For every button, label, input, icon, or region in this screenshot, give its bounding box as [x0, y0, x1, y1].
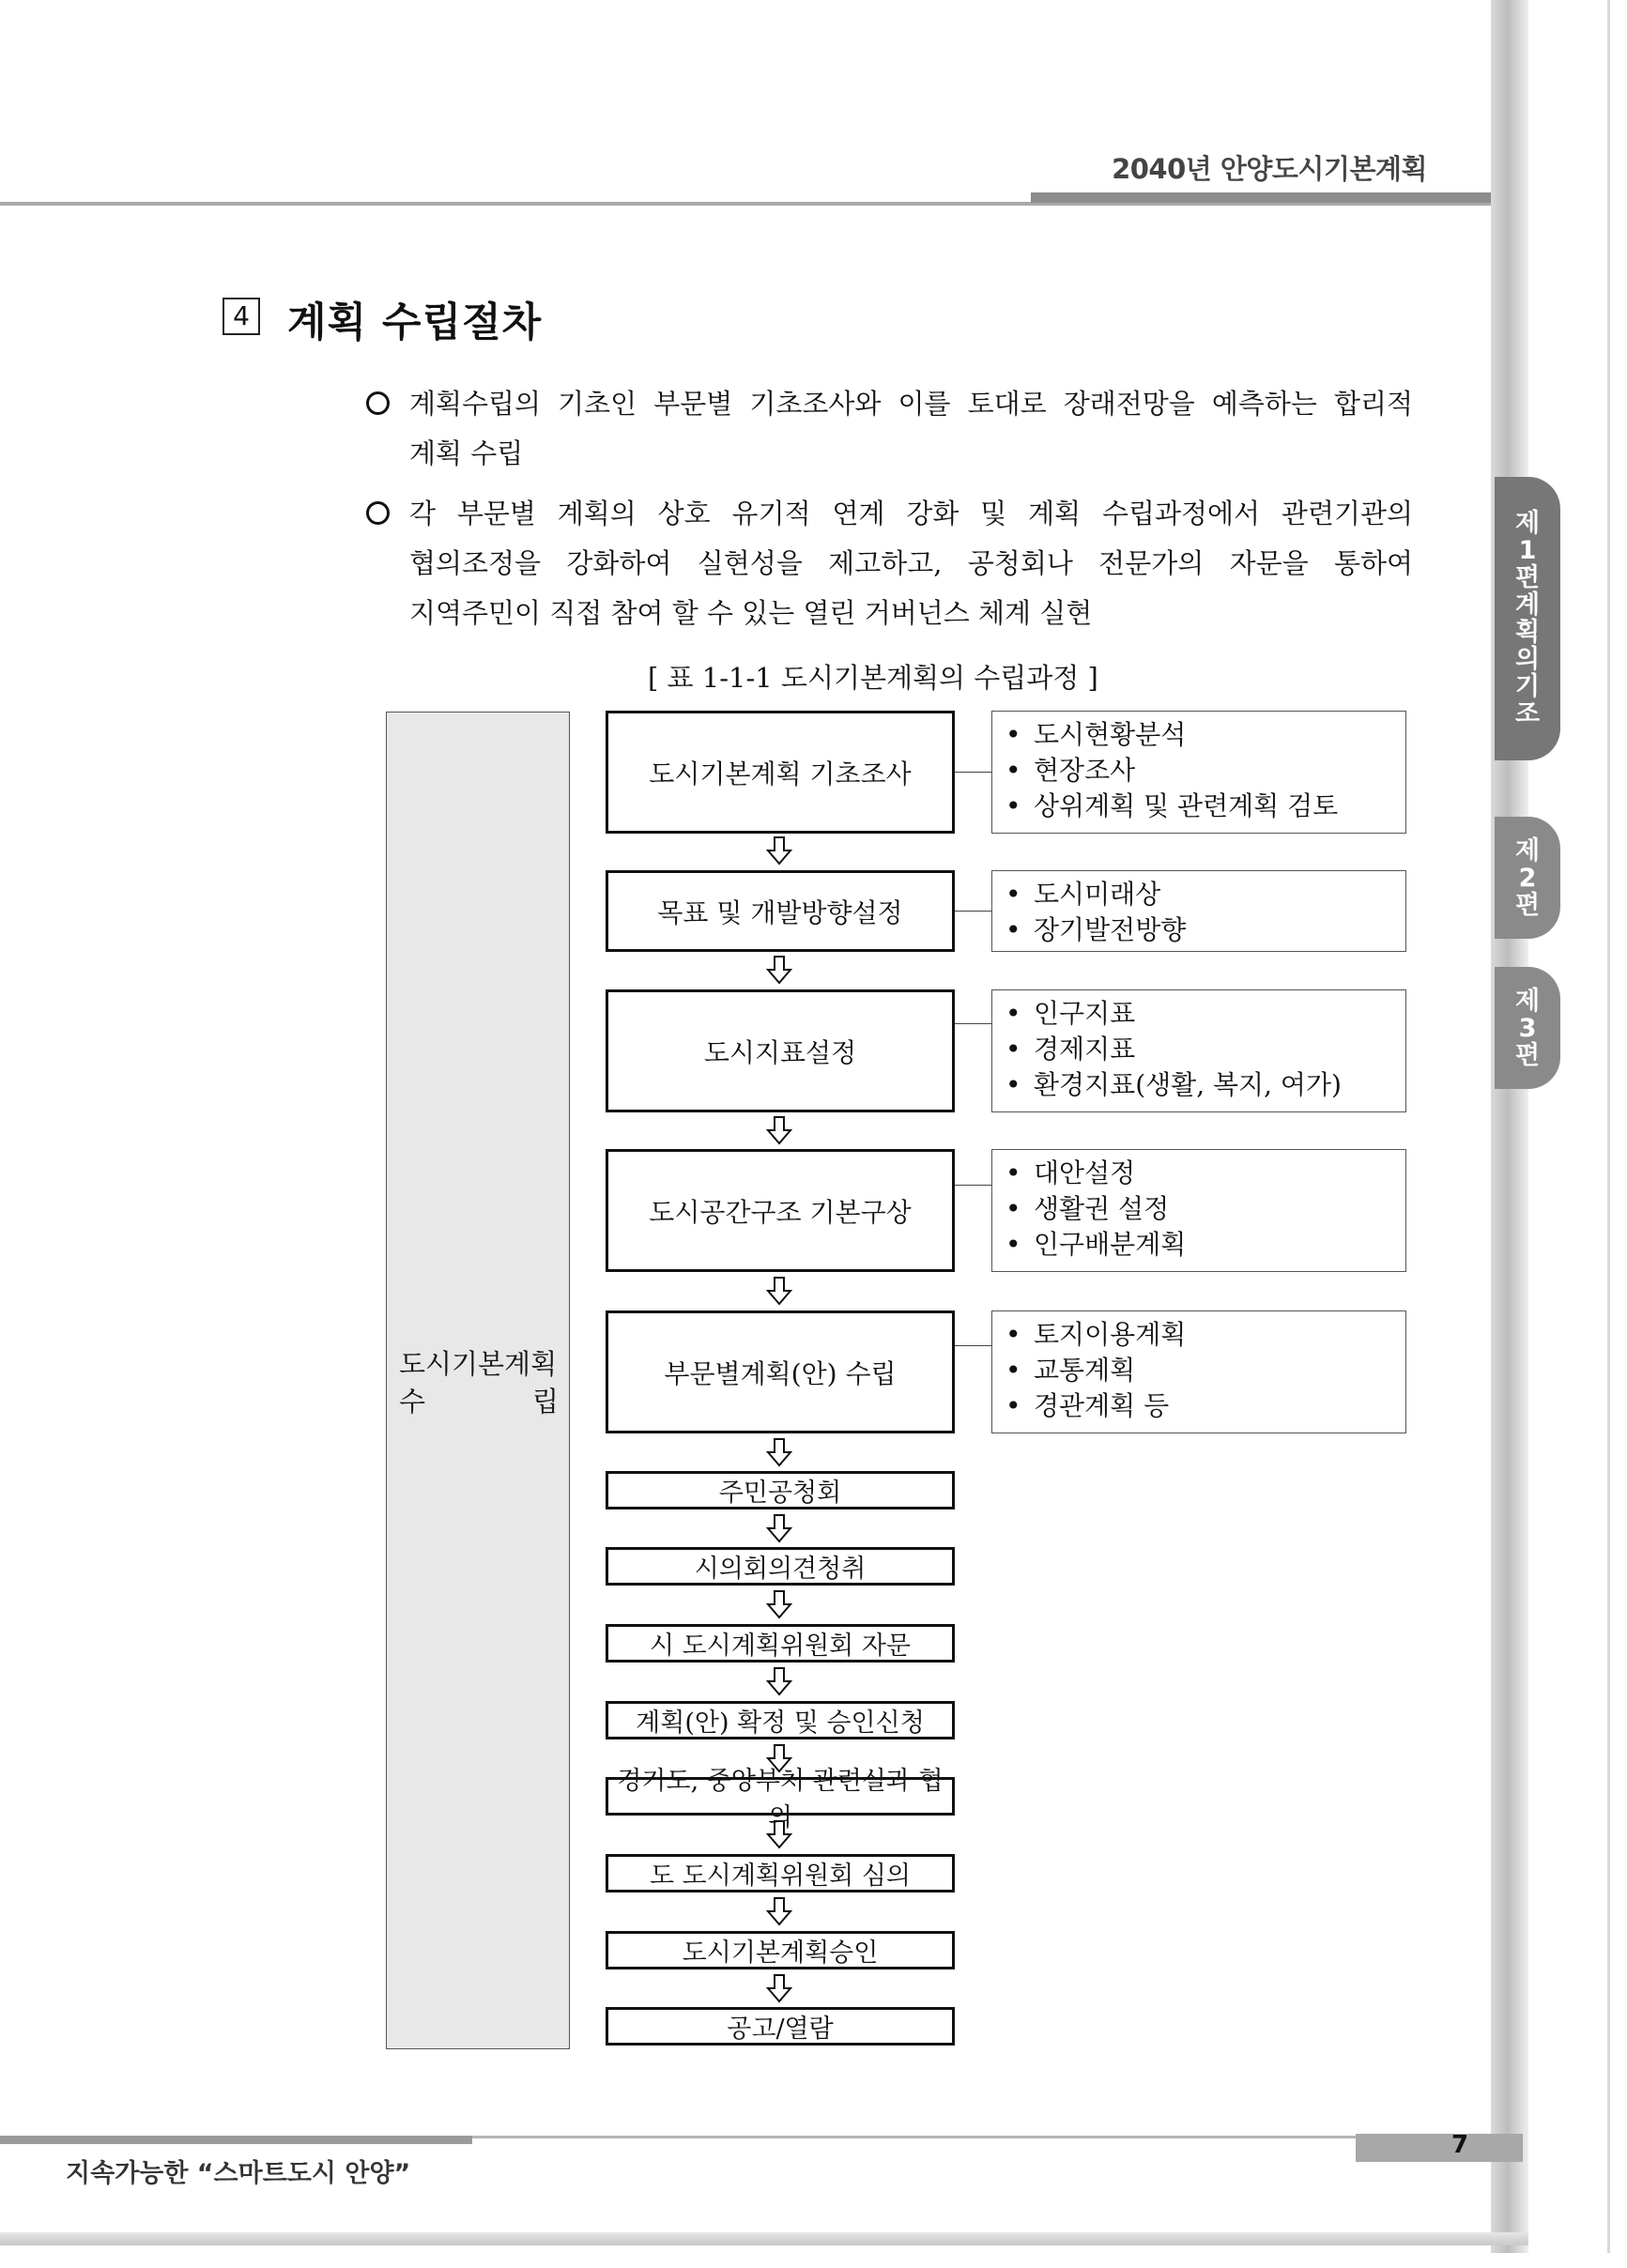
detail-item: • 인구배분계획 [1005, 1227, 1405, 1263]
detail-item: • 현장조사 [1005, 753, 1405, 789]
detail-item: • 도시현황분석 [1005, 717, 1405, 753]
detail-item: • 환경지표(생활, 복지, 여가) [1005, 1067, 1405, 1103]
connector-line [955, 911, 991, 912]
down-arrow-icon [765, 955, 793, 985]
detail-item: • 대안설정 [1005, 1156, 1405, 1191]
down-arrow-icon [765, 1973, 793, 2003]
process-step-box: 목표 및 개발방향설정 [606, 870, 955, 952]
tab-label: 제 3 편 [1514, 986, 1541, 1070]
down-arrow-icon [765, 1115, 793, 1145]
phase-label-char: 립 [531, 1386, 559, 1418]
phase-label-line: 도시기본계획 [399, 1348, 558, 1380]
detail-item: • 상위계획 및 관련계획 검토 [1005, 789, 1405, 824]
down-arrow-icon [765, 1819, 793, 1849]
bullet-line: 각 부문별 계획의 상호 유기적 연계 강화 및 계획 수립과정에서 관련기관의 [409, 498, 1413, 529]
down-arrow-icon [765, 1437, 793, 1467]
page-binding-shadow [1491, 0, 1528, 2253]
process-step-box: 경기도, 중앙부처 관련실과 협의 [606, 1777, 955, 1816]
process-step-box: 도시공간구조 기본구상 [606, 1149, 955, 1272]
connector-line [955, 772, 991, 773]
bullet-line: 지역주민이 직접 참여 할 수 있는 열린 거버넌스 체계 실현 [409, 597, 1093, 629]
process-step-box: 공고/열람 [606, 2007, 955, 2046]
page-right-margin [1528, 0, 1627, 2268]
connector-line [955, 1023, 991, 1024]
process-step-box: 주민공청회 [606, 1471, 955, 1509]
connector-line [955, 1345, 991, 1346]
footer-rule-accent [0, 2136, 472, 2144]
bullet-text [409, 489, 1413, 638]
step-detail-box [991, 870, 1406, 952]
process-step-box: 부문별계획(안) 수립 [606, 1310, 955, 1433]
process-step-box: 도시기본계획 기초조사 [606, 711, 955, 834]
bullet-line: 계획 수립 [409, 437, 524, 469]
bullet-item [366, 489, 1413, 638]
down-arrow-icon [765, 1513, 793, 1543]
bullet-item [366, 379, 1413, 479]
bullet-line: 협의조정을 강화하여 실현성을 제고하고, 공청회나 전문가의 자문을 통하여 [409, 547, 1413, 579]
tab-label: 제 2 편 [1514, 835, 1541, 920]
detail-item: • 경제지표 [1005, 1032, 1405, 1067]
tab-part-1[interactable] [1495, 477, 1560, 760]
process-phase-label [399, 1345, 559, 1420]
running-title: 2040년 안양도시기본계획 [1112, 153, 1427, 185]
process-step-box: 도시기본계획승인 [606, 1931, 955, 1969]
detail-item: • 생활권 설정 [1005, 1191, 1405, 1227]
down-arrow-icon [765, 1589, 793, 1619]
step-detail-box [991, 711, 1406, 834]
down-arrow-icon [765, 1743, 793, 1773]
tab-label: 제 1 편 계 획 의 기 조 [1514, 509, 1541, 728]
bullet-text [409, 379, 1413, 479]
bullet-line: 계획수립의 기초인 부문별 기초조사와 이를 토대로 장래전망을 예측하는 합리적 [409, 388, 1413, 420]
phase-label-char: 수 [399, 1386, 426, 1418]
tab-part-3[interactable] [1495, 967, 1560, 1089]
detail-item: • 토지이용계획 [1005, 1317, 1405, 1353]
detail-item: • 인구지표 [1005, 996, 1405, 1032]
hollow-circle-bullet-icon [366, 501, 390, 525]
footer-slogan: 지속가능한 “스마트도시 안양” [66, 2159, 411, 2188]
down-arrow-icon [765, 1276, 793, 1306]
page-edge-line [1607, 0, 1610, 2253]
step-detail-box [991, 1310, 1406, 1433]
process-step-box: 계획(안) 확정 및 승인신청 [606, 1701, 955, 1739]
detail-item: • 경관계획 등 [1005, 1388, 1405, 1424]
table-caption: [ 표 1-1-1 도시기본계획의 수립과정 ] [648, 662, 1098, 694]
down-arrow-icon [765, 1666, 793, 1696]
step-detail-box [991, 989, 1406, 1112]
tab-part-2[interactable] [1495, 817, 1560, 939]
page-number: 7 [1451, 2131, 1469, 2159]
process-step-box: 도 도시계획위원회 심의 [606, 1854, 955, 1893]
detail-item: • 장기발전방향 [1005, 912, 1405, 948]
page-number-bar [1356, 2134, 1523, 2162]
process-step-box: 도시지표설정 [606, 989, 955, 1112]
hollow-circle-bullet-icon [366, 391, 390, 415]
step-detail-box [991, 1149, 1406, 1272]
section-title: 계획 수립절차 [287, 299, 543, 346]
process-step-box: 시의회의견청취 [606, 1547, 955, 1586]
down-arrow-icon [765, 835, 793, 866]
page-bottom-shadow [0, 2232, 1528, 2245]
detail-item: • 도시미래상 [1005, 877, 1405, 912]
phase-label-line [399, 1383, 559, 1420]
detail-item: • 교통계획 [1005, 1353, 1405, 1388]
process-step-box: 시 도시계획위원회 자문 [606, 1624, 955, 1663]
header-rule-accent [1031, 192, 1491, 203]
connector-line [955, 1185, 991, 1186]
section-number-box: 4 [223, 298, 260, 335]
down-arrow-icon [765, 1896, 793, 1926]
